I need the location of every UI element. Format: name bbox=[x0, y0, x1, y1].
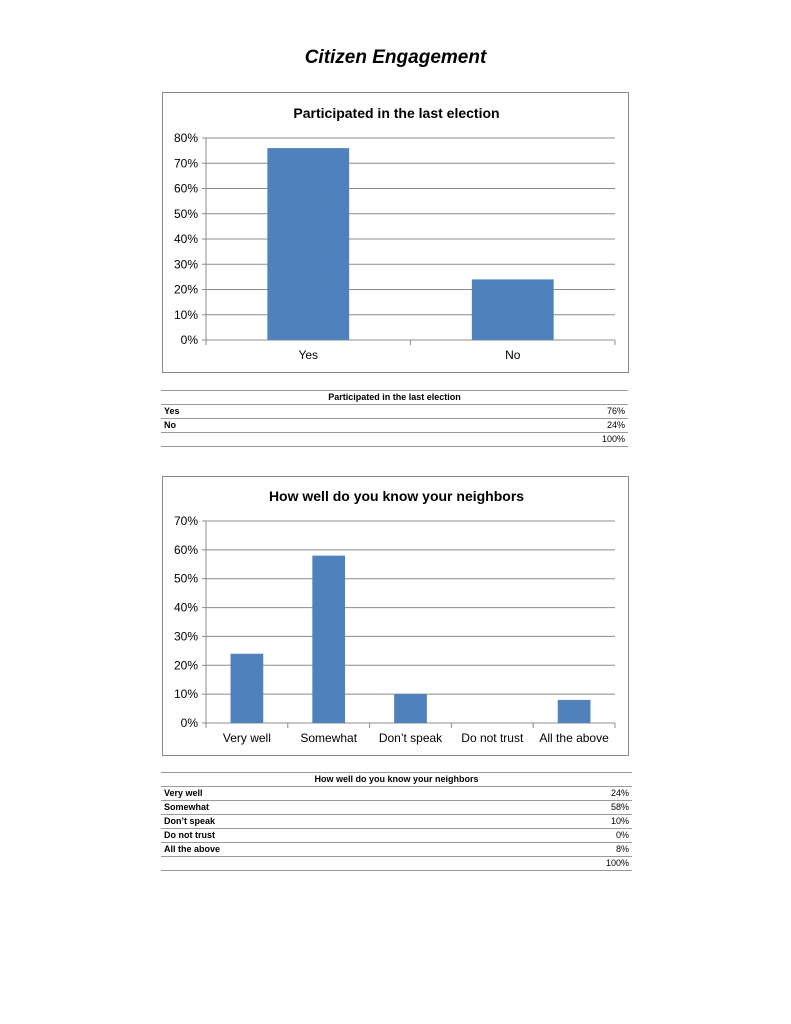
neighbors-chart-svg bbox=[163, 477, 630, 757]
y-tick-label: 10% bbox=[173, 687, 198, 702]
x-tick-label: Don’t speak bbox=[378, 731, 443, 745]
row-label: All the above bbox=[161, 843, 482, 857]
table-total-row bbox=[161, 857, 632, 871]
row-label: Don’t speak bbox=[161, 815, 482, 829]
row-value: 76% bbox=[360, 405, 628, 419]
y-tick-label: 30% bbox=[173, 257, 198, 272]
bar-yes bbox=[267, 148, 349, 340]
election-table bbox=[161, 390, 628, 447]
x-tick-label: Very well bbox=[222, 731, 271, 745]
table-row bbox=[161, 419, 628, 433]
table-total-row bbox=[161, 433, 628, 447]
row-value: 24% bbox=[482, 787, 632, 801]
table-row bbox=[161, 843, 632, 857]
bar-no bbox=[472, 279, 554, 340]
y-tick-label: 70% bbox=[173, 514, 198, 528]
bar-don-t-speak bbox=[394, 694, 427, 723]
row-value: 58% bbox=[482, 801, 632, 815]
table-total: 100% bbox=[360, 433, 628, 447]
page-title: Citizen Engagement bbox=[304, 47, 487, 68]
y-tick-label: 10% bbox=[173, 307, 198, 322]
x-tick-label: Somewhat bbox=[300, 731, 358, 745]
y-tick-label: 20% bbox=[173, 282, 198, 297]
row-value: 24% bbox=[360, 419, 628, 433]
y-tick-label: 60% bbox=[173, 542, 198, 557]
bar-all-the-above bbox=[558, 700, 591, 723]
y-tick-label: 80% bbox=[173, 131, 198, 145]
y-tick-label: 30% bbox=[173, 629, 198, 644]
y-tick-label: 20% bbox=[173, 658, 198, 673]
x-tick-label: Do not trust bbox=[461, 731, 524, 745]
row-value: 10% bbox=[482, 815, 632, 829]
election-table-header: Participated in the last election bbox=[161, 391, 628, 405]
table-row bbox=[161, 815, 632, 829]
y-tick-label: 40% bbox=[173, 232, 198, 246]
y-tick-label: 50% bbox=[173, 571, 198, 586]
neighbors-table-header: How well do you know your neighbors bbox=[161, 773, 632, 787]
table-row bbox=[161, 829, 632, 843]
y-tick-label: 0% bbox=[180, 716, 198, 730]
row-value: 0% bbox=[482, 829, 632, 843]
row-label: Do not trust bbox=[161, 829, 482, 843]
election-chart bbox=[162, 92, 629, 373]
y-tick-label: 70% bbox=[173, 156, 198, 171]
row-label: Yes bbox=[161, 405, 360, 419]
row-label: No bbox=[161, 419, 360, 433]
x-tick-label: All the above bbox=[539, 731, 609, 745]
neighbors-table bbox=[161, 772, 632, 871]
x-tick-label: No bbox=[505, 348, 521, 362]
table-row bbox=[161, 801, 632, 815]
bar-somewhat bbox=[312, 556, 345, 723]
y-tick-label: 50% bbox=[173, 206, 198, 221]
row-value: 8% bbox=[482, 843, 632, 857]
table-total: 100% bbox=[482, 857, 632, 871]
chart-title: How well do you know your neighbors bbox=[268, 488, 525, 504]
x-tick-label: Yes bbox=[298, 348, 319, 362]
table-row bbox=[161, 405, 628, 419]
row-label: Somewhat bbox=[161, 801, 482, 815]
y-tick-label: 40% bbox=[173, 600, 198, 615]
neighbors-chart bbox=[162, 476, 629, 756]
table-row bbox=[161, 787, 632, 801]
row-label: Very well bbox=[161, 787, 482, 801]
election-chart-svg bbox=[163, 93, 630, 374]
y-tick-label: 0% bbox=[180, 333, 198, 347]
bar-very-well bbox=[231, 654, 264, 723]
y-tick-label: 60% bbox=[173, 181, 198, 196]
chart-title: Participated in the last election bbox=[293, 105, 500, 121]
